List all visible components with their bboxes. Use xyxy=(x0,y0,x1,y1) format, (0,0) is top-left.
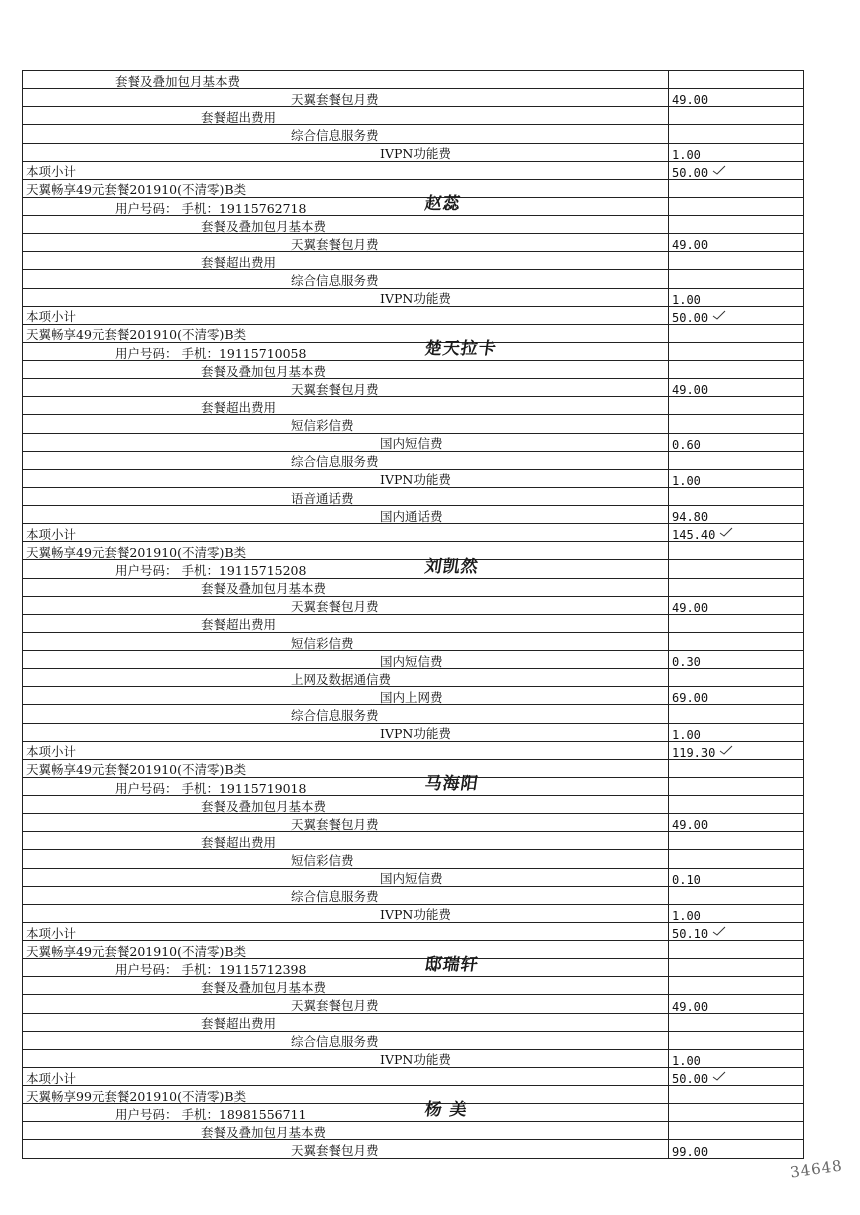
handwritten-signature: 赵蕊 xyxy=(423,193,463,214)
amount-cell xyxy=(668,832,803,849)
check-mark-icon xyxy=(712,165,726,175)
table-row xyxy=(23,89,803,107)
amount-cell xyxy=(668,361,803,378)
amount-cell xyxy=(668,379,803,396)
subtotal-row xyxy=(23,524,803,542)
table-row xyxy=(23,959,803,977)
amount-value: 1.00 xyxy=(672,1053,701,1068)
table-row xyxy=(23,651,803,669)
amount-cell xyxy=(668,89,803,106)
amount-cell xyxy=(668,850,803,867)
amount-cell xyxy=(668,180,803,197)
table-row xyxy=(23,379,803,397)
table-row xyxy=(23,560,803,578)
amount-cell xyxy=(668,669,803,686)
table-row xyxy=(23,615,803,633)
amount-value: 69.00 xyxy=(672,691,709,706)
amount-cell xyxy=(668,796,803,813)
amount-cell xyxy=(668,542,803,559)
amount-cell xyxy=(668,1140,803,1157)
item-label: 天翼套餐包月费 xyxy=(291,381,379,397)
amount-cell xyxy=(668,778,803,795)
amount-cell xyxy=(668,1086,803,1103)
amount-cell xyxy=(668,252,803,269)
handwritten-page-number: 34648 xyxy=(789,1156,844,1182)
amount-cell xyxy=(668,506,803,523)
handwritten-signature: 刘凯然 xyxy=(423,556,481,577)
table-row xyxy=(23,905,803,923)
item-label: 用户号码： 手机：19115762718 xyxy=(115,200,307,216)
item-label: IVPN功能费 xyxy=(380,472,451,488)
item-label: 套餐及叠加包月基本费 xyxy=(201,1124,327,1140)
amount-value: 0.10 xyxy=(672,872,701,887)
table-row xyxy=(23,832,803,850)
amount-cell xyxy=(668,1014,803,1031)
table-row xyxy=(23,995,803,1013)
table-row xyxy=(23,778,803,796)
table-row xyxy=(23,869,803,887)
amount-cell xyxy=(668,705,803,722)
handwritten-signature: 楚天拉卡 xyxy=(423,338,499,359)
item-label: 综合信息服务费 xyxy=(291,128,379,143)
amount-value: 50.00 xyxy=(672,165,709,180)
item-label: IVPN功能费 xyxy=(380,146,451,162)
amount-cell xyxy=(668,434,803,451)
amount-cell xyxy=(668,289,803,306)
item-label: 本项小计 xyxy=(26,526,77,542)
table-row xyxy=(23,705,803,723)
amount-value: 49.00 xyxy=(672,383,709,398)
item-label: 套餐超出费用 xyxy=(201,399,277,415)
amount-cell xyxy=(668,1122,803,1139)
check-mark-icon xyxy=(712,926,726,936)
table-row xyxy=(23,1050,803,1068)
amount-cell xyxy=(668,651,803,668)
table-row xyxy=(23,107,803,125)
table-row xyxy=(23,470,803,488)
item-label: 套餐及叠加包月基本费 xyxy=(201,363,327,379)
amount-cell xyxy=(668,107,803,124)
amount-value: 0.60 xyxy=(672,437,701,452)
table-row xyxy=(23,633,803,651)
amount-value: 145.40 xyxy=(672,528,716,543)
amount-cell xyxy=(668,814,803,831)
amount-cell xyxy=(668,216,803,233)
amount-cell xyxy=(668,977,803,994)
table-row xyxy=(23,343,803,361)
table-row xyxy=(23,397,803,415)
item-label: 用户号码： 手机：19115712398 xyxy=(115,961,307,977)
amount-cell xyxy=(668,1032,803,1049)
table-row xyxy=(23,542,803,560)
table-row xyxy=(23,361,803,379)
table-row xyxy=(23,415,803,433)
amount-cell xyxy=(668,325,803,342)
amount-value: 50.10 xyxy=(672,927,709,941)
table-row xyxy=(23,180,803,198)
item-label: 本项小计 xyxy=(26,309,77,325)
item-label: 套餐及叠加包月基本费 xyxy=(115,73,241,89)
table-row xyxy=(23,289,803,307)
item-label: 国内上网费 xyxy=(380,689,443,705)
amount-cell xyxy=(668,71,803,88)
amount-cell xyxy=(668,343,803,360)
item-label: 国内短信费 xyxy=(380,436,443,452)
item-label: 天翼套餐包月费 xyxy=(291,91,379,107)
subtotal-row xyxy=(23,923,803,941)
table-row xyxy=(23,579,803,597)
item-label: 套餐超出费用 xyxy=(201,1016,277,1032)
amount-value: 50.00 xyxy=(672,1072,709,1086)
item-label: 本项小计 xyxy=(26,925,77,941)
table-row xyxy=(23,887,803,905)
check-mark-icon xyxy=(719,527,733,537)
item-label: 天翼畅享49元套餐201910(不清零)B类 xyxy=(26,943,247,959)
table-row xyxy=(23,669,803,687)
table-row xyxy=(23,252,803,270)
amount-cell xyxy=(668,307,803,324)
item-label: 套餐超出费用 xyxy=(201,617,277,633)
table-row xyxy=(23,506,803,524)
amount-cell xyxy=(668,959,803,976)
table-row xyxy=(23,216,803,234)
item-label: 套餐及叠加包月基本费 xyxy=(201,798,327,814)
amount-value: 1.00 xyxy=(672,473,701,488)
item-label: 套餐及叠加包月基本费 xyxy=(201,979,327,995)
amount-cell xyxy=(668,125,803,142)
amount-cell xyxy=(668,198,803,215)
table-row xyxy=(23,434,803,452)
table-row xyxy=(23,1122,803,1140)
amount-cell xyxy=(668,724,803,741)
item-label: IVPN功能费 xyxy=(380,1052,451,1068)
item-label: 用户号码： 手机：19115710058 xyxy=(115,345,307,361)
subtotal-row xyxy=(23,162,803,180)
item-label: 套餐超出费用 xyxy=(201,254,277,270)
item-label: 天翼畅享49元套餐201910(不清零)B类 xyxy=(26,762,247,778)
amount-cell xyxy=(668,995,803,1012)
amount-value: 1.00 xyxy=(672,908,701,923)
table-row xyxy=(23,125,803,143)
handwritten-signature: 杨 美 xyxy=(423,1100,469,1121)
table-row xyxy=(23,452,803,470)
amount-cell xyxy=(668,270,803,287)
item-label: 综合信息服务费 xyxy=(291,1034,379,1050)
table-row xyxy=(23,71,803,89)
amount-cell xyxy=(668,742,803,759)
item-label: 综合信息服务费 xyxy=(291,708,379,723)
item-label: 国内通话费 xyxy=(380,508,443,524)
amount-cell xyxy=(668,488,803,505)
table-row xyxy=(23,1014,803,1032)
amount-value: 1.00 xyxy=(672,292,701,307)
item-label: 天翼套餐包月费 xyxy=(291,599,379,615)
table-row xyxy=(23,1086,803,1104)
table-row xyxy=(23,488,803,506)
table-row xyxy=(23,760,803,778)
table-row xyxy=(23,850,803,868)
table-row xyxy=(23,198,803,216)
amount-cell xyxy=(668,869,803,886)
amount-cell xyxy=(668,470,803,487)
amount-value: 49.00 xyxy=(672,999,709,1014)
item-label: 综合信息服务费 xyxy=(291,889,379,905)
item-label: 套餐及叠加包月基本费 xyxy=(201,218,327,234)
amount-cell xyxy=(668,1068,803,1085)
item-label: IVPN功能费 xyxy=(380,907,451,923)
item-label: 综合信息服务费 xyxy=(291,273,379,288)
table-row xyxy=(23,1140,803,1158)
item-label: 本项小计 xyxy=(26,744,77,760)
handwritten-signature: 邸瑞轩 xyxy=(423,955,481,976)
amount-cell xyxy=(668,941,803,958)
subtotal-row xyxy=(23,307,803,325)
item-label: 套餐超出费用 xyxy=(201,109,277,125)
table-row xyxy=(23,325,803,343)
check-mark-icon xyxy=(712,1071,726,1081)
table-row xyxy=(23,270,803,288)
item-label: 短信彩信费 xyxy=(291,418,354,433)
amount-value: 49.00 xyxy=(672,93,709,108)
item-label: 本项小计 xyxy=(26,1070,77,1086)
amount-cell xyxy=(668,1050,803,1067)
item-label: 天翼畅享99元套餐201910(不清零)B类 xyxy=(26,1088,247,1104)
amount-value: 0.30 xyxy=(672,655,701,670)
amount-cell xyxy=(668,452,803,469)
item-label: 天翼畅享49元套餐201910(不清零)B类 xyxy=(26,182,247,198)
table-row xyxy=(23,724,803,742)
amount-value: 99.00 xyxy=(672,1144,709,1159)
item-label: 国内短信费 xyxy=(380,871,443,887)
subtotal-row xyxy=(23,742,803,760)
check-mark-icon xyxy=(719,745,733,755)
item-label: 套餐及叠加包月基本费 xyxy=(201,581,327,597)
amount-cell xyxy=(668,633,803,650)
amount-cell xyxy=(668,415,803,432)
table-row xyxy=(23,977,803,995)
amount-cell xyxy=(668,597,803,614)
amount-cell xyxy=(668,615,803,632)
item-label: 用户号码： 手机：18981556711 xyxy=(115,1106,307,1122)
amount-cell xyxy=(668,687,803,704)
amount-cell xyxy=(668,234,803,251)
item-label: 综合信息服务费 xyxy=(291,454,379,470)
item-label: 天翼套餐包月费 xyxy=(291,1143,379,1158)
item-label: 短信彩信费 xyxy=(291,635,354,651)
handwritten-signature: 马海阳 xyxy=(423,774,481,795)
amount-cell xyxy=(668,579,803,596)
subtotal-row xyxy=(23,1068,803,1086)
item-label: 上网及数据通信费 xyxy=(291,671,392,687)
table-row xyxy=(23,687,803,705)
table-row xyxy=(23,1032,803,1050)
item-label: 本项小计 xyxy=(26,164,77,180)
amount-cell xyxy=(668,760,803,777)
item-label: 天翼套餐包月费 xyxy=(291,998,379,1013)
table-row xyxy=(23,234,803,252)
item-label: 用户号码： 手机：19115719018 xyxy=(115,780,307,796)
item-label: 语音通话费 xyxy=(291,490,354,506)
table-row xyxy=(23,941,803,959)
amount-value: 94.80 xyxy=(672,510,709,525)
item-label: IVPN功能费 xyxy=(380,726,451,742)
bill-detail-table xyxy=(22,70,804,1159)
amount-cell xyxy=(668,905,803,922)
table-row xyxy=(23,144,803,162)
amount-value: 1.00 xyxy=(672,727,701,742)
amount-cell xyxy=(668,1104,803,1121)
item-label: 天翼套餐包月费 xyxy=(291,236,379,252)
amount-cell xyxy=(668,887,803,904)
table-row xyxy=(23,1104,803,1122)
item-label: 天翼畅享49元套餐201910(不清零)B类 xyxy=(26,544,247,560)
item-label: IVPN功能费 xyxy=(380,291,451,307)
amount-cell xyxy=(668,162,803,179)
item-label: 短信彩信费 xyxy=(291,853,354,868)
amount-cell xyxy=(668,397,803,414)
item-label: 套餐超出费用 xyxy=(201,834,277,850)
amount-cell xyxy=(668,524,803,541)
amount-value: 49.00 xyxy=(672,818,709,833)
item-label: 用户号码： 手机：19115715208 xyxy=(115,563,307,578)
item-label: 国内短信费 xyxy=(380,653,443,669)
item-label: 天翼套餐包月费 xyxy=(291,816,379,832)
check-mark-icon xyxy=(712,310,726,320)
amount-value: 119.30 xyxy=(672,745,716,760)
amount-value: 1.00 xyxy=(672,147,701,162)
amount-value: 49.00 xyxy=(672,238,709,253)
item-label: 天翼畅享49元套餐201910(不清零)B类 xyxy=(26,327,247,343)
amount-cell xyxy=(668,144,803,161)
amount-cell xyxy=(668,923,803,940)
amount-value: 49.00 xyxy=(672,600,709,615)
table-row xyxy=(23,597,803,615)
table-row xyxy=(23,796,803,814)
amount-value: 50.00 xyxy=(672,310,709,325)
table-row xyxy=(23,814,803,832)
amount-cell xyxy=(668,560,803,577)
